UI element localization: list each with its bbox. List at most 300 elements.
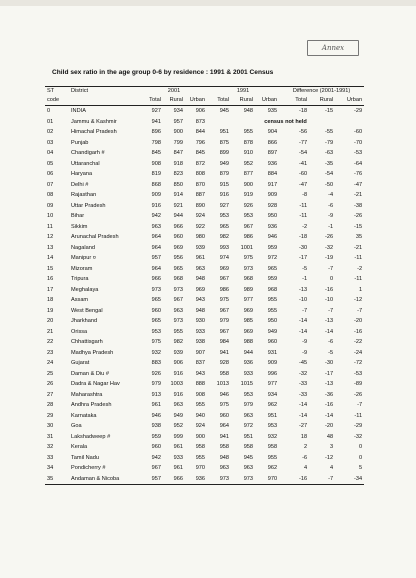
value-urban-2001: 963: [195, 265, 206, 272]
value-rural-diff: -12: [324, 454, 334, 461]
value-urban-1991: 946: [267, 234, 278, 240]
value-total-diff: -27: [298, 423, 308, 429]
value-rural-1991: 919: [243, 192, 254, 198]
district-name: Sikkim: [71, 223, 88, 230]
value-rural-1991: 972: [243, 423, 254, 429]
value-total-1991: 958: [219, 444, 230, 450]
value-rural-2001: 973: [173, 286, 183, 293]
value-rural-1991: 955: [243, 129, 254, 135]
value-rural-2001: 918: [173, 160, 183, 167]
table-row: [45, 421, 364, 432]
value-rural-2001: 963: [173, 402, 183, 408]
value-total-1991: 958: [219, 370, 230, 377]
value-rural-2001: 914: [173, 192, 183, 198]
value-urban-2001: 924: [195, 423, 206, 429]
district-name: Arunachal Pradesh: [71, 234, 119, 240]
header-rural-2001: Rural: [163, 96, 185, 106]
value-rural-diff: -7: [328, 307, 334, 314]
value-total-2001: 965: [151, 318, 161, 324]
value-rural-1991: 926: [243, 202, 254, 209]
value-total-2001: 941: [151, 118, 161, 125]
value-urban-2001: 970: [195, 465, 206, 471]
district-name: INDIA: [71, 108, 86, 114]
header-district: District: [71, 87, 141, 97]
district-name: Gujarat: [71, 360, 90, 366]
value-total-2001: 965: [151, 297, 161, 303]
state-code: 16: [47, 276, 54, 282]
value-rural-2001: 949: [173, 412, 183, 419]
value-total-diff: -60: [298, 171, 308, 177]
value-rural-diff: -26: [324, 234, 334, 240]
state-code: 02: [47, 129, 54, 135]
value-urban-1991: 909: [267, 192, 278, 198]
header-urban-2001: Urban: [185, 96, 207, 106]
value-urban-diff: -34: [335, 474, 364, 485]
table-row: [45, 327, 364, 338]
value-urban-diff: -76: [353, 171, 363, 177]
value-total-1991: 928: [219, 360, 230, 366]
value-rural-diff: -54: [324, 171, 334, 177]
table-row: [45, 474, 364, 485]
value-urban-diff: 5: [358, 465, 363, 471]
value-total-1991: 927: [219, 202, 230, 209]
district-name: Kerala: [71, 444, 88, 450]
value-rural-2001: 1003: [170, 381, 183, 387]
value-rural-1991: 953: [243, 213, 254, 219]
value-rural-1991: 963: [243, 465, 254, 471]
value-urban-1991: 953: [267, 423, 278, 429]
value-total-2001: 909: [151, 192, 161, 198]
district-name: Uttar Pradesh: [71, 202, 106, 209]
value-urban-diff: -47: [353, 181, 363, 188]
value-urban-1991: 934: [267, 391, 278, 398]
district-name: Tamil Nadu: [71, 454, 99, 461]
value-total-diff: -33: [298, 381, 308, 387]
state-code: 05: [47, 160, 54, 167]
table-row: [45, 127, 364, 138]
value-urban-1991: 955: [267, 307, 278, 314]
value-rural-diff: 0: [329, 276, 334, 282]
value-total-1991: 1013: [216, 381, 230, 387]
value-rural-2001: 965: [173, 265, 183, 272]
value-rural-diff: 4: [329, 465, 334, 471]
value-urban-1991: 935: [267, 108, 278, 114]
value-urban-2001: 940: [195, 412, 206, 419]
value-rural-diff: -30: [324, 360, 334, 366]
value-total-diff: -11: [299, 202, 308, 209]
value-urban-2001: 890: [195, 202, 206, 209]
table-row: [45, 159, 364, 170]
district-name: Mizoram: [71, 265, 93, 272]
value-urban-2001: 887: [195, 192, 206, 198]
value-rural-2001: 969: [173, 244, 183, 251]
value-urban-1991: 897: [267, 150, 278, 156]
value-total-2001: 926: [151, 370, 161, 377]
value-urban-diff: 0: [358, 444, 363, 450]
header-code: code: [45, 96, 71, 106]
state-code: 03: [47, 139, 54, 146]
header-blank: [71, 96, 141, 106]
value-total-diff: -33: [298, 391, 308, 398]
value-urban-2001: 808: [195, 171, 206, 177]
table-row: [45, 295, 364, 306]
value-rural-1991: 968: [243, 276, 254, 282]
value-urban-1991: 949: [267, 328, 278, 335]
value-rural-diff: -36: [324, 391, 334, 398]
value-urban-2001: 924: [195, 213, 206, 219]
value-rural-2001: 944: [173, 213, 183, 219]
value-rural-2001: 823: [173, 171, 183, 177]
value-urban-diff: 0: [358, 454, 363, 461]
state-code: 29: [47, 412, 54, 419]
value-urban-1991: 968: [267, 286, 278, 293]
district-name: Bihar: [71, 213, 85, 219]
value-urban-2001: 939: [195, 244, 206, 251]
district-name: Rajasthan: [71, 192, 97, 198]
header-st: ST: [45, 87, 71, 97]
district-name: Goa: [71, 423, 82, 429]
value-urban-diff: -70: [353, 139, 363, 146]
value-urban-diff: -29: [353, 423, 363, 429]
value-urban-diff: -2: [357, 265, 363, 272]
value-total-2001: 868: [151, 181, 161, 188]
value-urban-diff: -29: [353, 108, 363, 114]
annex-label: Annex: [307, 40, 359, 56]
value-rural-2001: 933: [173, 454, 183, 461]
value-total-diff: -41: [298, 160, 308, 167]
value-urban-1991: 960: [267, 339, 278, 345]
value-total-1991: 960: [219, 412, 230, 419]
state-code: 09: [47, 202, 54, 209]
value-total-diff: 4: [303, 465, 308, 471]
value-rural-diff: -7: [309, 474, 335, 485]
value-rural-diff: -1: [328, 223, 334, 230]
district-name: Karnataka: [71, 412, 97, 419]
value-total-2001: 967: [151, 465, 161, 471]
value-total-diff: -9: [302, 339, 308, 345]
value-rural-2001: 916: [173, 370, 183, 377]
district-name: Jharkhand: [71, 318, 98, 324]
value-rural-diff: -16: [324, 402, 334, 408]
value-rural-diff: -7: [328, 265, 334, 272]
value-rural-diff: -5: [328, 349, 334, 356]
value-total-2001: 973: [151, 286, 161, 293]
district-name: Punjab: [71, 139, 89, 146]
state-code: 14: [47, 255, 54, 261]
state-code: 32: [47, 444, 54, 450]
value-total-1991: 975: [219, 297, 230, 303]
value-urban-diff: -26: [353, 213, 363, 219]
state-code: 22: [47, 339, 54, 345]
state-code: 31: [47, 433, 54, 440]
value-urban-1991: 950: [267, 318, 278, 324]
value-total-2001: 942: [151, 213, 161, 219]
value-total-diff: -7: [302, 307, 308, 314]
value-total-1991: 967: [219, 328, 230, 335]
value-rural-2001: 906: [173, 360, 183, 366]
value-urban-1991: 965: [267, 265, 278, 272]
header-urban-1991: Urban: [255, 96, 279, 106]
table-row: [45, 453, 364, 464]
table-row: [45, 337, 364, 348]
value-urban-1991: 917: [267, 181, 278, 188]
value-urban-2001: 837: [195, 360, 206, 366]
state-code: 34: [47, 465, 54, 471]
value-urban-1991: 936: [267, 223, 278, 230]
header-total-diff: Total: [279, 96, 309, 106]
value-total-1991: 964: [219, 423, 230, 429]
value-urban-1991: 977: [267, 381, 278, 387]
value-urban-2001: 938: [195, 339, 206, 345]
district-name: Manipur ¤: [71, 255, 96, 261]
state-code: 08: [47, 192, 54, 198]
value-rural-2001: 916: [173, 391, 183, 398]
value-rural-diff: -6: [328, 202, 334, 209]
table-row: [45, 463, 364, 474]
value-total-2001: 964: [151, 234, 161, 240]
header-1991: 1991: [207, 87, 279, 97]
value-total-1991: 974: [219, 255, 230, 261]
value-urban-1991: 972: [267, 255, 278, 261]
value-urban-diff: -7: [357, 307, 363, 314]
value-rural-2001: 961: [173, 444, 183, 450]
table-row: [45, 243, 364, 254]
table-row: [45, 400, 364, 411]
value-urban-1991: 936: [267, 160, 278, 167]
value-total-diff: -13: [298, 286, 308, 293]
value-urban-2001: 961: [195, 255, 206, 261]
value-rural-1991: 944: [243, 349, 254, 356]
table-row: [45, 348, 364, 359]
value-urban-2001: 906: [195, 108, 206, 114]
value-rural-1991: 948: [243, 108, 254, 114]
value-urban-diff: -60: [353, 129, 363, 135]
value-rural-1991: 985: [243, 318, 254, 324]
value-total-1991: 975: [219, 402, 230, 408]
value-total-diff: -2: [302, 223, 308, 230]
table-row: [45, 232, 364, 243]
table-row: [45, 190, 364, 201]
value-rural-1991: 936: [243, 360, 254, 366]
value-urban-diff: -7: [357, 402, 363, 408]
value-total-1991: 969: [219, 265, 230, 272]
value-rural-1991: 877: [243, 171, 254, 177]
value-rural-diff: -4: [328, 192, 334, 198]
value-total-2001: 960: [151, 444, 161, 450]
value-urban-1991: 932: [267, 433, 278, 440]
district-name: Chhattisgarh: [71, 339, 103, 345]
value-rural-2001: 956: [173, 255, 183, 261]
value-rural-2001: 799: [173, 139, 183, 146]
value-urban-2001: 933: [195, 328, 206, 335]
table-row: [45, 253, 364, 264]
value-urban-1991: 909: [267, 360, 278, 366]
table-row: [45, 180, 364, 191]
table-row: [45, 169, 364, 180]
value-total-diff: -14: [298, 402, 308, 408]
value-total-2001: 946: [151, 412, 161, 419]
value-total-2001: 957: [141, 474, 163, 485]
value-rural-diff: -9: [328, 213, 334, 219]
value-rural-1991: 973: [231, 474, 255, 485]
district-name: Uttaranchal: [71, 160, 100, 167]
value-urban-1991: 955: [267, 454, 278, 461]
table-row: [45, 211, 364, 222]
value-urban-2001: 980: [195, 234, 206, 240]
value-urban-diff: -72: [353, 360, 363, 366]
value-urban-diff: 35: [355, 234, 363, 240]
table-row: [45, 316, 364, 327]
value-total-1991: 963: [219, 465, 230, 471]
value-urban-diff: -24: [353, 349, 363, 356]
state-code: 26: [47, 381, 54, 387]
district-name: Pondicherry #: [71, 465, 106, 471]
district-name: Tripura: [71, 276, 89, 282]
value-total-1991: 951: [219, 129, 230, 135]
value-rural-2001: 982: [173, 339, 183, 345]
table-row: [45, 274, 364, 285]
state-code: 27: [47, 391, 54, 398]
header-urban-diff: Urban: [335, 96, 364, 106]
table-row: [45, 432, 364, 443]
value-total-2001: 932: [151, 349, 161, 356]
value-urban-1991: 962: [267, 465, 278, 471]
value-urban-2001: 872: [195, 160, 206, 167]
value-total-2001: 845: [151, 150, 161, 156]
value-rural-diff: -14: [324, 412, 334, 419]
table-row: [45, 148, 364, 159]
state-code: 35: [45, 474, 71, 485]
value-total-2001: 964: [151, 244, 161, 251]
value-rural-1991: 969: [243, 307, 254, 314]
census-note: census not held: [264, 118, 307, 125]
value-urban-1991: 970: [255, 474, 279, 485]
value-urban-2001: 948: [195, 276, 206, 282]
value-urban-diff: -22: [353, 339, 363, 345]
value-total-1991: 941: [219, 349, 230, 356]
value-urban-1991: 962: [267, 402, 278, 408]
value-urban-diff: -38: [353, 202, 363, 209]
table-row: [45, 369, 364, 380]
value-urban-1991: 959: [267, 276, 278, 282]
value-total-2001: 938: [151, 423, 161, 429]
value-total-diff: -56: [298, 129, 308, 135]
state-code: 11: [47, 223, 53, 230]
state-code: 18: [47, 297, 54, 303]
state-code: 06: [47, 171, 54, 177]
state-code: 30: [47, 423, 54, 429]
value-total-2001: 942: [151, 454, 161, 461]
value-rural-1991: 900: [243, 181, 254, 188]
value-total-diff: -18: [298, 108, 308, 114]
value-rural-2001: 966: [173, 223, 183, 230]
value-total-2001: 963: [151, 223, 161, 230]
table-row: [45, 201, 364, 212]
value-rural-2001: 999: [173, 433, 183, 440]
value-total-diff: -16: [279, 474, 309, 485]
value-urban-1991: 959: [267, 244, 278, 251]
value-rural-diff: -10: [324, 297, 334, 303]
value-total-2001: 961: [151, 402, 161, 408]
value-urban-2001: 888: [195, 381, 206, 387]
value-total-2001: 908: [151, 160, 161, 167]
value-rural-1991: 878: [243, 139, 254, 146]
value-urban-1991: 950: [267, 213, 278, 219]
value-total-2001: 916: [151, 202, 161, 209]
value-rural-2001: 966: [163, 474, 185, 485]
state-code: 23: [47, 349, 54, 356]
value-rural-diff: -6: [328, 339, 334, 345]
value-urban-2001: 958: [195, 444, 206, 450]
value-urban-1991: 884: [267, 171, 278, 177]
state-code: 12: [47, 234, 54, 240]
district-name: Nagaland: [71, 244, 95, 251]
value-rural-1991: 1001: [240, 244, 254, 251]
value-urban-diff: 1: [358, 286, 363, 293]
value-total-diff: -5: [302, 265, 308, 272]
value-rural-diff: -50: [324, 181, 334, 188]
table-row: [45, 117, 364, 128]
table-body: [45, 106, 364, 485]
value-urban-2001: 943: [195, 370, 206, 377]
state-code: 0: [47, 108, 51, 114]
value-rural-2001: 850: [173, 181, 183, 188]
value-total-2001: 960: [151, 307, 161, 314]
value-total-diff: -30: [298, 244, 308, 251]
value-urban-2001: 908: [195, 391, 206, 398]
value-total-2001: 819: [151, 171, 161, 177]
value-rural-1991: 963: [243, 412, 254, 419]
value-urban-diff: -21: [353, 244, 363, 251]
value-total-2001: 896: [151, 129, 161, 135]
value-rural-1991: 975: [243, 255, 254, 261]
table-row: [45, 285, 364, 296]
header-rural-diff: Rural: [309, 96, 335, 106]
value-urban-diff: -53: [353, 150, 363, 156]
value-rural-2001: 960: [173, 234, 183, 240]
header-2001: 2001: [141, 87, 207, 97]
state-code: 01: [47, 118, 54, 125]
value-total-1991: 967: [219, 307, 230, 314]
value-rural-1991: 988: [243, 339, 254, 345]
table-row: [45, 442, 364, 453]
value-urban-2001: 969: [195, 286, 206, 293]
value-rural-2001: 952: [173, 423, 183, 429]
value-urban-1991: 931: [267, 349, 278, 356]
header-difference: Difference (2001-1991): [279, 87, 364, 97]
value-rural-1991: 969: [243, 328, 254, 335]
value-total-2001: 979: [151, 381, 161, 387]
value-rural-2001: 963: [173, 307, 183, 314]
value-urban-1991: 955: [267, 297, 278, 303]
value-total-diff: -9: [302, 349, 308, 356]
value-total-1991: 949: [219, 160, 230, 167]
value-urban-diff: -26: [353, 391, 363, 398]
value-total-1991: 967: [219, 276, 230, 282]
value-rural-1991: 986: [243, 234, 254, 240]
district-name: Madhya Pradesh: [71, 349, 114, 356]
value-rural-diff: -17: [324, 370, 334, 377]
value-urban-2001: 943: [195, 297, 206, 303]
value-rural-diff: -19: [324, 255, 334, 261]
value-total-diff: -11: [299, 213, 308, 219]
state-code: 20: [47, 318, 54, 324]
value-rural-2001: 957: [173, 118, 183, 125]
value-rural-1991: 973: [243, 265, 254, 272]
value-rural-diff: 3: [329, 444, 334, 450]
table-row: [45, 358, 364, 369]
value-urban-2001: 873: [195, 118, 206, 125]
